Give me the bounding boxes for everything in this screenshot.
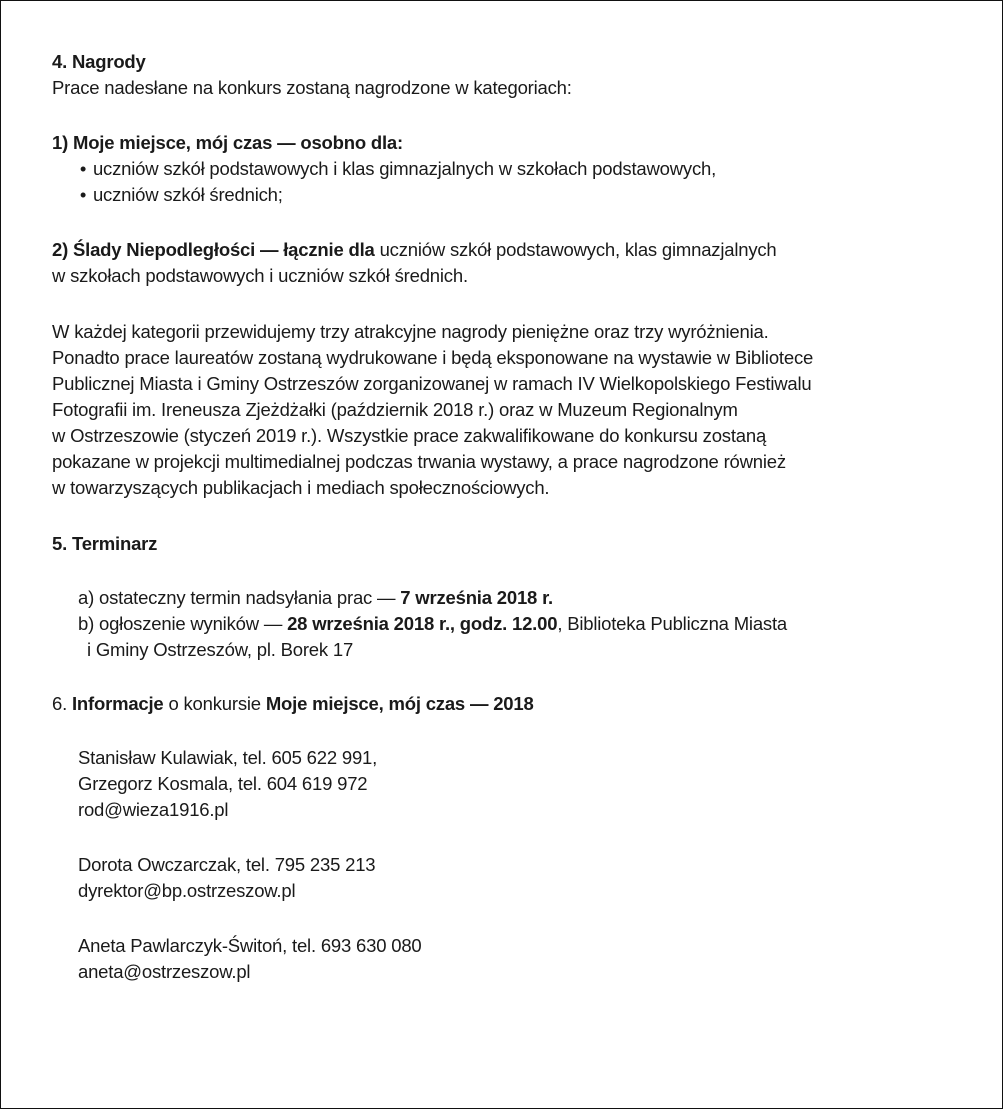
category-1-item: • uczniów szkół podstawowych i klas gimnazjalnych w szkołach podstawowych, bbox=[78, 156, 716, 182]
contact-email[interactable]: aneta@ostrzeszow.pl bbox=[78, 961, 251, 982]
section-4-heading: 4. Nagrody bbox=[52, 51, 146, 72]
contact-line: Grzegorz Kosmala, tel. 604 619 972 bbox=[78, 773, 368, 794]
prizes-paragraph-line: pokazane w projekcji multimedialnej podczas trwania wystawy, a prace nagrodzone również bbox=[52, 451, 786, 472]
prizes-paragraph-line: Ponadto prace laureatów zostaną wydrukowane i będą eksponowane na wystawie w Bibliotece bbox=[52, 347, 814, 368]
prizes-paragraph-line: w towarzyszących publikacjach i mediach społecznościowych. bbox=[52, 477, 550, 498]
contact-line: Stanisław Kulawiak, tel. 605 622 991, bbox=[78, 747, 378, 768]
schedule-item-b: b) ogłoszenie wyników — 28 września 2018 r., godz. 12.00, Biblioteka Publiczna Miasta bbox=[78, 613, 787, 634]
schedule-item-a: a) ostateczny termin nadsyłania prac — 7 września 2018 r. bbox=[78, 587, 553, 608]
contact-line: Dorota Owczarczak, tel. 795 235 213 bbox=[78, 854, 376, 875]
contact-email[interactable]: rod@wieza1916.pl bbox=[78, 799, 229, 820]
bullet-icon: • bbox=[79, 184, 87, 205]
prizes-paragraph-line: W każdej kategorii przewidujemy trzy atrakcyjne nagrody pieniężne oraz trzy wyróżnienia. bbox=[52, 321, 769, 342]
category-1-item: • uczniów szkół średnich; bbox=[78, 182, 283, 208]
prizes-paragraph-line: Fotografii im. Ireneusza Zjeżdżałki (październik 2018 r.) oraz w Muzeum Regionalnym bbox=[52, 399, 738, 420]
contact-email[interactable]: dyrektor@bp.ostrzeszow.pl bbox=[78, 880, 296, 901]
prizes-paragraph-line: w Ostrzeszowie (styczeń 2019 r.). Wszystkie prace zakwalifikowane do konkursu zostaną bbox=[52, 425, 767, 446]
prizes-paragraph-line: Publicznej Miasta i Gminy Ostrzeszów zorganizowanej w ramach IV Wielkopolskiego Festiwalu bbox=[52, 373, 812, 394]
schedule-item-b-line-2: i Gminy Ostrzeszów, pl. Borek 17 bbox=[87, 639, 354, 660]
category-2-line-1: 2) Ślady Niepodległości — łącznie dla uczniów szkół podstawowych, klas gimnazjalnych bbox=[52, 239, 777, 260]
section-4-intro: Prace nadesłane na konkurs zostaną nagrodzone w kategoriach: bbox=[52, 77, 572, 98]
category-2-line-2: w szkołach podstawowych i uczniów szkół średnich. bbox=[52, 265, 468, 286]
section-5-heading: 5. Terminarz bbox=[52, 533, 158, 554]
contact-line: Aneta Pawlarczyk-Świtoń, tel. 693 630 080 bbox=[78, 935, 422, 956]
category-1-title: 1) Moje miejsce, mój czas — osobno dla: bbox=[52, 132, 403, 153]
section-6-heading: 6. Informacje o konkursie Moje miejsce, mój czas — 2018 bbox=[52, 693, 534, 714]
bullet-icon: • bbox=[79, 158, 87, 179]
